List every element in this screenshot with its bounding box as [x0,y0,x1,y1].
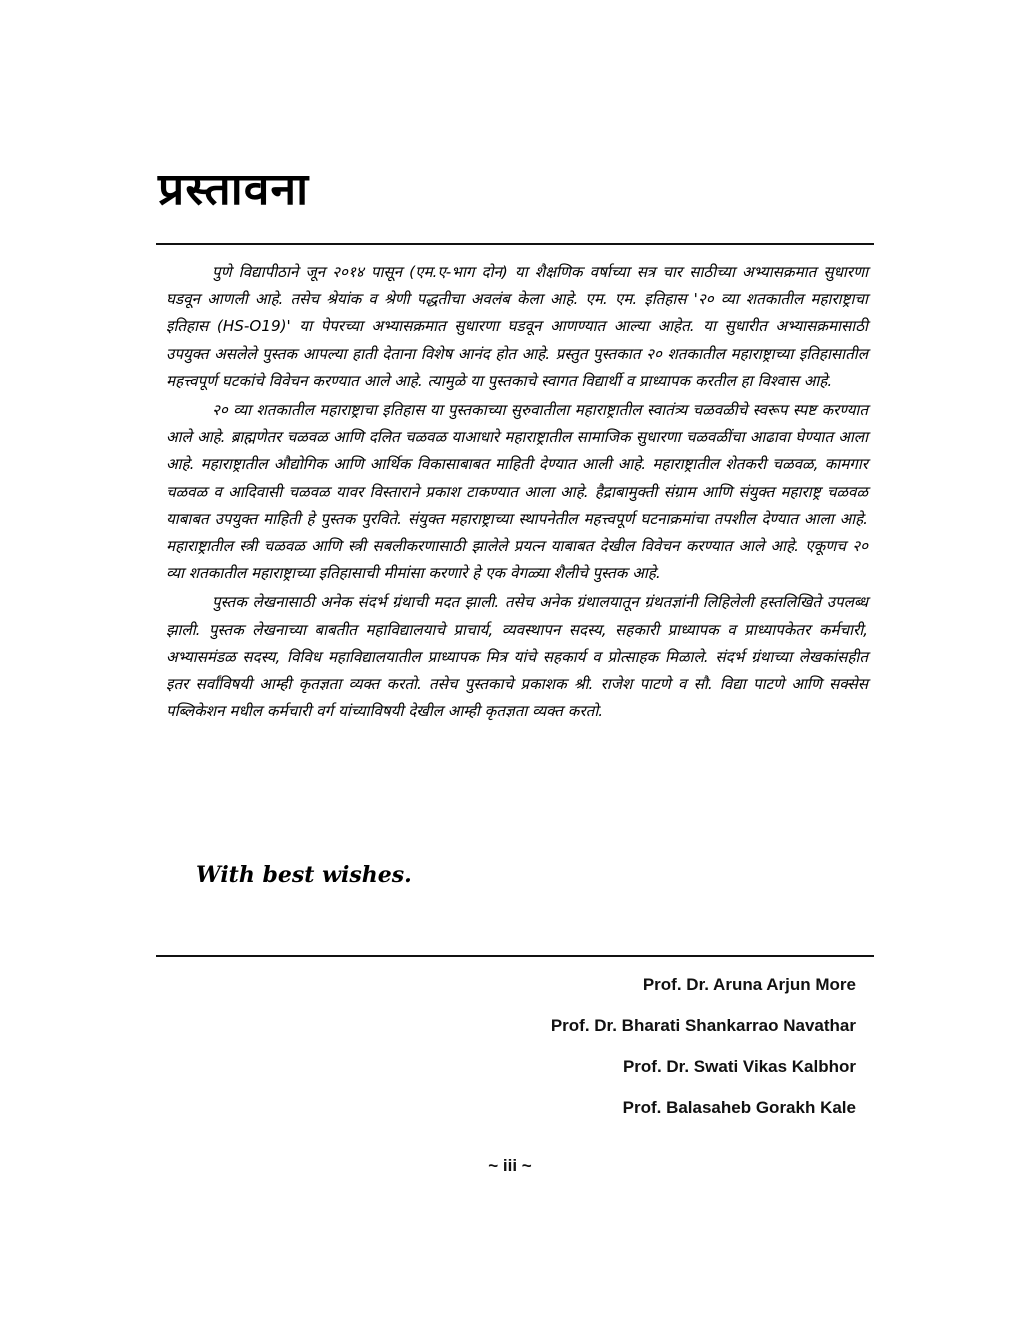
page-number: ~ iii ~ [488,1156,532,1175]
signatories-list [551,972,856,1136]
signatory: Prof. Balasaheb Gorakh Kale [622,1098,856,1117]
page-title: प्रस्तावना [158,164,310,215]
bottom-divider [156,955,874,957]
paragraph-1: पुणे विद्यापीठाने जून २०१४ पासून (एम.ए-भाग दोन) या शैक्षणिक वर्षाच्या सत्र चार साठीच्या अभ्यासक्रमात सुधारणा घडवून आणली आहे. तसेच श्रेयांक व श्रेणी पद्धतीचा अवलंब केला आहे. एम. एम. इतिहास '२० व्या शतकातील महाराष्ट्राचा इतिहास (HS-O19)' या पेपरच्या अभ्यासक्रमात सुधारणा घडवून आणण्यात आल्या आहेत. या सुधारीत अभ्यासक्रमासाठी उपयुक्त असलेले पुस्तक आपल्या हाती देताना विशेष आनंद होत आहे. प्रस्तुत पुस्तकात २० शतकातील महाराष्ट्राच्या इतिहासातील महत्त्वपूर्ण घटकांचे विवेचन करण्यात आले आहे. त्यामुळे या पुस्तकाचे स्वागत विद्यार्थी व प्राध्यापक करतील हा विश्वास आहे. [166,263,868,390]
preface-body [166,259,868,727]
closing-wishes: With best wishes. [196,862,412,888]
signatory: Prof. Dr. Bharati Shankarrao Navathar [550,1016,856,1035]
paragraph-2: २० व्या शतकातील महाराष्ट्राचा इतिहास या पुस्तकाच्या सुरुवातीला महाराष्ट्रातील स्वातंत्र्य चळवळीचे स्वरूप स्पष्ट करण्यात आले आहे. ब्राह्मणेतर चळवळ आणि दलित चळवळ याआधारे महाराष्ट्रातील सामाजिक सुधारणा चळवळींचा आढावा घेण्यात आला आहे. महाराष्ट्रातील औद्योगिक आणि आर्थिक विकासाबाबत माहिती देण्यात आली आहे. महाराष्ट्रातील शेतकरी चळवळ, कामगार चळवळ व आदिवासी चळवळ यावर विस्ताराने प्रकाश टाकण्यात आला आहे. हैद्राबामुक्ती संग्राम आणि संयुक्त महाराष्ट्र चळवळ याबाबत उपयुक्त माहिती हे पुस्तक पुरविते. संयुक्त महाराष्ट्राच्या स्थापनेतील महत्त्वपूर्ण घटनाक्रमांचा तपशील देण्यात आला आहे. महाराष्ट्रातील स्त्री चळवळ आणि स्त्री सबलीकरणासाठी झालेले प्रयत्न याबाबत देखील विवेचन करण्यात आले आहे. एकूणच २० व्या शतकातील महाराष्ट्राच्या इतिहासाची मीमांसा करणारे हे एक वेगळ्या शैलीचे पुस्तक आहे. [166,401,868,583]
signatory: Prof. Dr. Swati Vikas Kalbhor [622,1057,856,1076]
top-divider [156,243,874,245]
signatory: Prof. Dr. Aruna Arjun More [642,975,856,994]
paragraph-3: पुस्तक लेखनासाठी अनेक संदर्भ ग्रंथाची मदत झाली. तसेच अनेक ग्रंथालयातून ग्रंथतज्ञांनी लिहिलेली हस्तलिखिते उपलब्ध झाली. पुस्तक लेखनाच्या बाबतीत महाविद्यालयाचे प्राचार्य, व्यवस्थापन सदस्य, सहकारी प्राध्यापक व प्राध्यापकेतर कर्मचारी, अभ्यासमंडळ सदस्य, विविध महाविद्यालयातील प्राध्यापक मित्र यांचे सहकार्य व प्रोत्साहक मिळाले. संदर्भ ग्रंथाच्या लेखकांसहीत इतर सर्वांविषयी आम्ही कृतज्ञता व्यक्त करतो. तसेच पुस्तकाचे प्रकाशक श्री. राजेश पाटणे व सौ. विद्या पाटणे आणि सक्सेस पब्लिकेशन मधील कर्मचारी वर्ग यांच्याविषयी देखील आम्ही कृतज्ञता व्यक्त करतो. [166,593,868,721]
